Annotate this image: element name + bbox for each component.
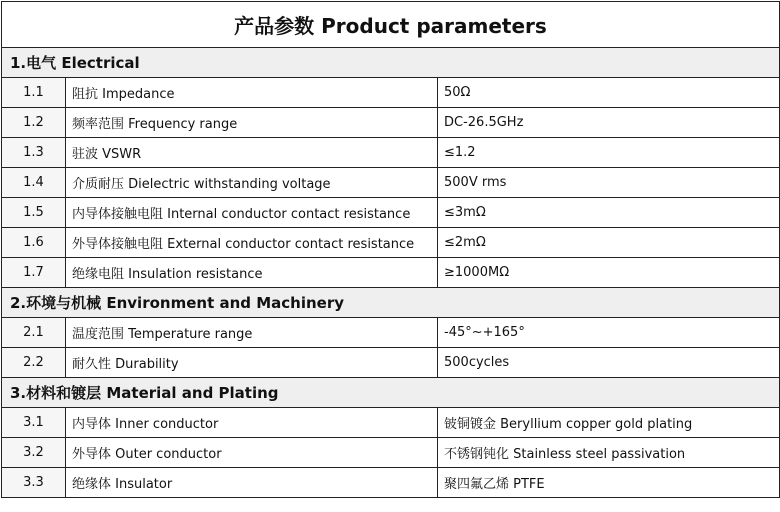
parameter-name: 驻波 VSWR (66, 138, 438, 168)
table-row (2, 228, 780, 258)
section-heading: 3.材料和镀层 Material and Plating (2, 378, 780, 408)
product-parameters-table (1, 1, 780, 498)
table-row (2, 198, 780, 228)
section-heading: 1.电气 Electrical (2, 48, 780, 78)
parameter-value: ≤1.2 (438, 138, 780, 168)
table-title: 产品参数 Product parameters (2, 2, 780, 48)
table-row (2, 78, 780, 108)
row-number: 3.1 (2, 408, 66, 438)
row-number: 1.3 (2, 138, 66, 168)
parameter-name: 绝缘体 Insulator (66, 468, 438, 498)
parameter-name: 绝缘电阻 Insulation resistance (66, 258, 438, 288)
row-number: 1.1 (2, 78, 66, 108)
parameter-name: 内导体接触电阻 Internal conductor contact resistance (66, 198, 438, 228)
row-number: 3.3 (2, 468, 66, 498)
parameter-value: DC-26.5GHz (438, 108, 780, 138)
row-number: 1.2 (2, 108, 66, 138)
parameter-value: 聚四氟乙烯 PTFE (438, 468, 780, 498)
table-row (2, 348, 780, 378)
parameter-name: 内导体 Inner conductor (66, 408, 438, 438)
row-number: 2.1 (2, 318, 66, 348)
parameter-value: 铍铜镀金 Beryllium copper gold plating (438, 408, 780, 438)
table-row (2, 318, 780, 348)
table-row (2, 108, 780, 138)
parameter-name: 阻抗 Impedance (66, 78, 438, 108)
title-row (2, 2, 780, 48)
section-header-environment (2, 288, 780, 318)
table-row (2, 138, 780, 168)
parameter-value: -45°~+165° (438, 318, 780, 348)
parameter-value: 不锈钢钝化 Stainless steel passivation (438, 438, 780, 468)
section-header-electrical (2, 48, 780, 78)
parameter-name: 耐久性 Durability (66, 348, 438, 378)
parameter-value: ≤3mΩ (438, 198, 780, 228)
table-row (2, 438, 780, 468)
parameter-value: 500V rms (438, 168, 780, 198)
parameter-name: 外导体 Outer conductor (66, 438, 438, 468)
parameter-value: 50Ω (438, 78, 780, 108)
table-row (2, 258, 780, 288)
table-row (2, 168, 780, 198)
table-row (2, 468, 780, 498)
section-heading: 2.环境与机械 Environment and Machinery (2, 288, 780, 318)
row-number: 3.2 (2, 438, 66, 468)
section-header-material (2, 378, 780, 408)
row-number: 1.4 (2, 168, 66, 198)
parameter-value: ≤2mΩ (438, 228, 780, 258)
parameter-name: 介质耐压 Dielectric withstanding voltage (66, 168, 438, 198)
parameter-value: ≥1000MΩ (438, 258, 780, 288)
parameter-value: 500cycles (438, 348, 780, 378)
parameter-name: 温度范围 Temperature range (66, 318, 438, 348)
row-number: 1.6 (2, 228, 66, 258)
row-number: 2.2 (2, 348, 66, 378)
parameter-name: 外导体接触电阻 External conductor contact resistance (66, 228, 438, 258)
parameter-name: 频率范围 Frequency range (66, 108, 438, 138)
table-row (2, 408, 780, 438)
row-number: 1.7 (2, 258, 66, 288)
row-number: 1.5 (2, 198, 66, 228)
